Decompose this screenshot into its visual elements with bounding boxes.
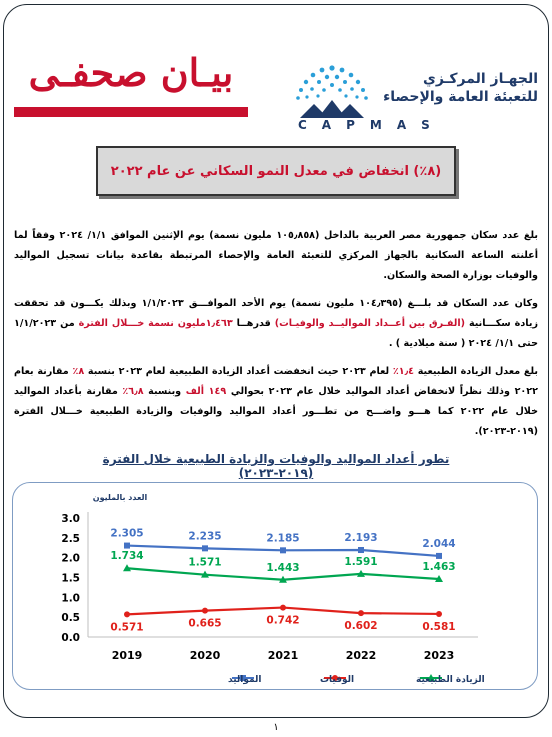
y-tick-label: 2.0 <box>61 552 80 565</box>
data-label: 1.591 <box>344 555 378 568</box>
p3-text-a: بلغ معدل الزيادة الطبيعية <box>414 366 538 377</box>
page-number: ١ <box>273 722 279 733</box>
data-label: 1.443 <box>266 561 300 574</box>
p3-text-d: وبنسبة <box>143 386 186 397</box>
data-point <box>358 610 364 616</box>
p2-text-b: قدرهــا <box>232 318 275 329</box>
data-label: 0.581 <box>422 620 456 633</box>
data-label: 2.044 <box>422 537 456 550</box>
data-label: 0.602 <box>344 620 378 633</box>
x-tick-label: 2020 <box>189 649 221 662</box>
press-release-label: بيـان صحفـى <box>28 50 234 95</box>
y-tick-label: 0.5 <box>61 612 80 625</box>
p3-text-e: مقارنة بأعداد المواليد خلال عام ٢٠٢٢ كما هـــو واضـــح من تطـــور أعداد المواليد والوفيات والزيادة الطبيعية خـــلال الفترة (٢٠١٩-٢٠٢٣). <box>14 386 539 437</box>
data-point <box>436 611 442 617</box>
y-tick-label: 2.5 <box>61 532 80 545</box>
data-point <box>436 553 442 559</box>
data-label: 2.235 <box>188 530 222 543</box>
y-tick-label: 1.5 <box>61 572 80 585</box>
x-tick-label: 2021 <box>267 649 299 662</box>
x-tick-label: 2019 <box>111 649 143 662</box>
data-point <box>280 547 286 553</box>
p2-text-c: من ١/١/٢٠٢٣ حتى ١/١/ ٢٠٢٤ ( سنة ميلادية ) . <box>14 318 538 349</box>
p2-highlight-2: ١٫٤٦٣مليون نسمة خـــلال الفترة <box>78 318 233 329</box>
org-name-line2: للتعبئة العامة والإحصاء <box>383 89 538 105</box>
y-axis-label: العدد بالمليون <box>92 493 148 502</box>
p3-highlight-2: ٨٪ <box>72 366 85 377</box>
data-point <box>124 611 130 617</box>
legend-natural-increase-label: الزيادة الطبيعية <box>416 675 485 685</box>
data-point <box>202 608 208 614</box>
data-point <box>358 547 364 553</box>
p2-text-a: وكان عدد السكان قد بلـــغ (١٠٤٫٣٩٥ مليون نسمة) يوم الأحد الموافـــق ١/١/٢٠٢٣ وبذلك يكـــون قد تحققت زيادة سكـــانية <box>14 298 539 329</box>
y-tick-label: 1.0 <box>61 592 80 605</box>
chart-heading: تطور أعداد المواليد والوفيات والزيادة الطبيعية خلال الفترة (٢٠١٩-٢٠٢٣) <box>102 452 450 480</box>
data-label: 1.571 <box>188 556 222 569</box>
p3-highlight-4: ٦٫٨٪ <box>122 386 144 397</box>
paragraph-1: بلغ عدد سكان جمهورية مصر العربية بالداخل (١٠٥٫٨٥٨ مليون نسمة) يوم الإثنين الموافق ١/١/ ٢٠٢٤ وفقاً لما أعلنته الساعة السكانية بالجهاز المركزي للتعبئة العامة والإحصاء المرتبطة بقاعدة بيانات تسجيل المواليد والوفيات بوزارة الصحة والسكان. <box>14 230 538 281</box>
data-point <box>124 543 130 549</box>
legend-births-label: المواليد <box>228 675 262 685</box>
data-label: 2.193 <box>344 532 378 545</box>
data-label: 0.742 <box>266 614 300 627</box>
y-tick-label: 0.0 <box>61 632 80 644</box>
p3-highlight-3: ١٤٩ ألف <box>185 386 227 397</box>
data-label: 0.571 <box>110 621 144 634</box>
x-tick-label: 2022 <box>345 649 377 662</box>
p2-highlight-1: (الفـرق بين أعــداد المواليــد والوفيـات) <box>274 318 466 329</box>
x-tick-label: 2023 <box>423 649 455 662</box>
data-label: 0.665 <box>188 617 222 630</box>
data-label: 2.305 <box>110 527 144 540</box>
data-label: 1.463 <box>422 560 456 573</box>
org-name-english: CAPMAS <box>298 118 445 132</box>
data-point <box>280 605 286 611</box>
legend-deaths-label: الوفيات <box>320 675 355 685</box>
data-label: 1.734 <box>110 550 144 563</box>
data-point <box>202 545 208 551</box>
data-label: 2.185 <box>266 532 300 545</box>
headline-text: (٨٪) انخفاض في معدل النمو السكاني عن عام ٢٠٢٢ <box>110 163 442 179</box>
p3-text-b: لعام ٢٠٢٣ حيث انخفضت أعداد الزيادة الطبيعية لعام ٢٠٢٣ بنسبة <box>84 366 393 377</box>
p3-highlight-1: ١٫٤٪ <box>392 366 415 377</box>
y-tick-label: 3.0 <box>61 513 80 525</box>
org-name-line1: الجهـاز المركـزي <box>423 71 538 87</box>
p3-text-c: مقارنة بعام ٢٠٢٢ وذلك نظراً لانخفاض أعداد المواليد خلال عام ٢٠٢٣ بحوالي <box>14 366 538 397</box>
